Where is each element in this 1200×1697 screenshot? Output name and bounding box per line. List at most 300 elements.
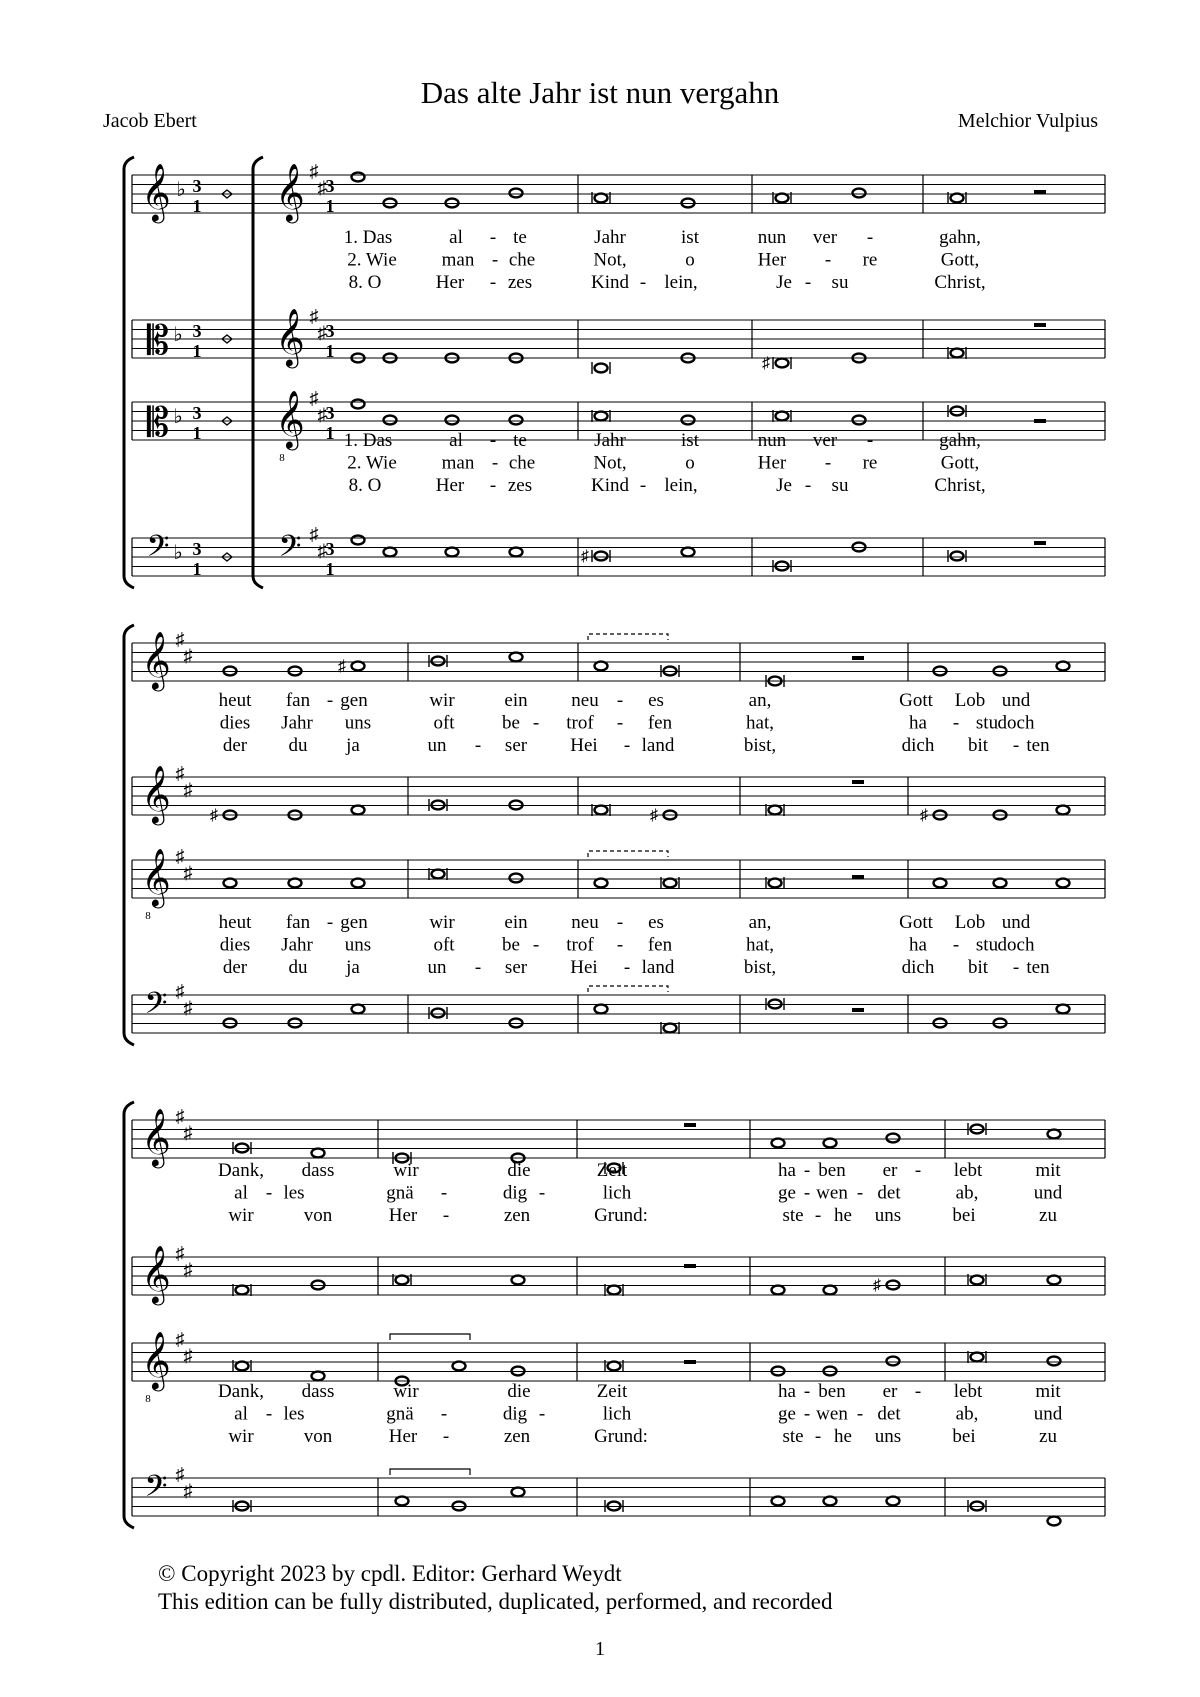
- lyric-syllable: -: [616, 912, 624, 933]
- lyric-syllable: dass: [301, 1381, 335, 1402]
- ligature-bracket: [588, 851, 668, 857]
- staff-lines: [124, 157, 1105, 1528]
- note: [446, 416, 459, 425]
- time-sig-bottom: 1: [192, 341, 202, 362]
- note: [432, 1009, 445, 1018]
- lyric-syllable: 1. Das: [343, 227, 393, 248]
- treble-clef: 𝄞: [141, 164, 171, 221]
- lyric-syllable: o: [685, 249, 695, 271]
- lyric-syllable: wen: [816, 1403, 848, 1425]
- note: [971, 1276, 984, 1285]
- lyric-syllable: -: [814, 1426, 822, 1447]
- bass-clef: 𝄢: [278, 529, 302, 570]
- lyric-syllable: heut: [218, 912, 252, 933]
- note: [994, 879, 1007, 888]
- ligature-bracket: [390, 1469, 470, 1475]
- time-sig-top: 3: [192, 403, 202, 424]
- lyric-syllable: Hei: [570, 735, 598, 756]
- note: [512, 1488, 525, 1497]
- note: [887, 1497, 900, 1506]
- lyric-syllable: 2. Wie: [347, 249, 397, 271]
- copyright-notice: [158, 1560, 832, 1616]
- time-sig-bottom: 1: [192, 196, 202, 217]
- lyric-syllable: und: [1001, 912, 1031, 933]
- lyric-syllable: von: [303, 1205, 333, 1226]
- lyric-syllable: Christ,: [934, 272, 986, 293]
- lyric-syllable: mit: [1035, 1381, 1061, 1402]
- key-sharp: ♯: [183, 862, 193, 883]
- lyric-syllable: -: [866, 430, 874, 451]
- note: [664, 1024, 677, 1033]
- lyric-syllable: -: [623, 957, 631, 978]
- lyric-syllable: Lob: [954, 912, 986, 933]
- lyric-syllable: ha: [909, 934, 927, 956]
- lyric-syllable: dass: [301, 1160, 335, 1181]
- rest: [684, 1360, 696, 1364]
- lyric-syllable: Jahr: [281, 712, 313, 734]
- lyric-syllable: an,: [748, 912, 772, 933]
- lyric-syllable: bist,: [743, 735, 777, 756]
- lyric-syllable: wir: [393, 1381, 419, 1402]
- lyric-syllable: man: [441, 249, 475, 271]
- lyric-syllable: Gott,: [940, 452, 980, 474]
- lyric-syllable: gen: [340, 690, 368, 711]
- note: [512, 1276, 525, 1285]
- lyric-syllable: bei: [952, 1426, 976, 1447]
- lyric-syllable: neu: [571, 912, 599, 933]
- key-sharp: ♯: [175, 1243, 185, 1263]
- note: [352, 1005, 365, 1014]
- lyric-syllable: dich: [901, 735, 935, 756]
- lyric-syllable: 2. Wie: [347, 452, 397, 474]
- lyric-syllable: lein,: [664, 272, 698, 293]
- lyric-syllable: Zeit: [596, 1160, 628, 1181]
- note: [1048, 1517, 1061, 1526]
- lyric-syllable: -: [803, 1160, 811, 1181]
- lyric-syllable: zes: [507, 272, 533, 293]
- sharp-accidental: ♯: [762, 355, 770, 372]
- lyric-syllable: ten: [1026, 957, 1050, 978]
- lyric-syllable: ver: [812, 227, 838, 248]
- octave-mark: 8: [145, 909, 151, 922]
- lyric-syllable: uns: [874, 1426, 902, 1447]
- lyric-syllable: -: [1012, 735, 1020, 756]
- lyric-syllable: -: [639, 475, 647, 496]
- lyric-syllable: man: [441, 452, 475, 474]
- lyric-syllable: doch: [997, 712, 1035, 734]
- lyric-syllable: Jahr: [594, 227, 626, 248]
- lyric-syllable: -: [326, 912, 334, 933]
- lyric-syllable: -: [804, 272, 812, 293]
- sharp-accidental: ♯: [920, 807, 928, 824]
- lyric-syllable: -: [474, 957, 482, 978]
- time-sig-bottom: 1: [325, 341, 335, 362]
- lyric-syllable: -: [326, 690, 334, 711]
- system-bracket: [253, 157, 263, 588]
- lyric-syllable: er: [882, 1160, 898, 1181]
- lyric-syllable: les: [283, 1403, 305, 1425]
- key-sharp: ♯: [175, 1106, 185, 1126]
- key-sharp: ♯: [175, 1464, 185, 1484]
- lyric-syllable: -: [952, 934, 960, 956]
- lyric-syllable: ist: [681, 227, 699, 248]
- lyric-syllable: zen: [503, 1426, 531, 1447]
- lyric-syllable: lebt: [953, 1381, 983, 1402]
- lyric-syllable: wir: [393, 1160, 419, 1181]
- system-bracket: [124, 625, 134, 1045]
- lyric-syllable: che: [508, 452, 536, 474]
- lyric-syllable: -: [623, 735, 631, 756]
- sharp-accidental: ♯: [210, 807, 218, 824]
- lyric-syllable: nun: [757, 430, 787, 451]
- note: [446, 548, 459, 557]
- lyric-syllable: che: [508, 249, 536, 271]
- lyric-syllable: ste: [782, 1426, 804, 1447]
- lyric-syllable: und: [1033, 1182, 1063, 1204]
- copyright-line-1: © Copyright 2023 by cpdl. Editor: Gerhard Weydt: [158, 1561, 622, 1586]
- ligature-bracket: [390, 1334, 470, 1340]
- rest: [1034, 190, 1046, 194]
- lyric-syllable: al: [234, 1182, 248, 1204]
- lyric-syllable: doch: [997, 934, 1035, 956]
- note: [682, 548, 695, 557]
- piece-title: Das alte Jahr ist nun vergahn: [420, 75, 780, 110]
- note: [352, 879, 365, 888]
- time-sig-bottom: 1: [325, 559, 335, 580]
- key-sharp: ♯: [183, 1122, 193, 1143]
- lyric-syllable: er: [882, 1381, 898, 1402]
- lyric-syllable: land: [641, 735, 675, 756]
- note: [1048, 1357, 1061, 1366]
- lyric-syllable: fen: [647, 934, 673, 956]
- lyric-syllable: -: [616, 934, 624, 956]
- key-sharp: ♯: [309, 524, 319, 544]
- note: [352, 173, 365, 182]
- lyric-syllable: an,: [748, 690, 772, 711]
- lyric-syllable: al: [449, 227, 463, 248]
- lyric-syllable: -: [814, 1205, 822, 1226]
- key-sharp: ♯: [183, 1259, 193, 1280]
- lyric-syllable: ja: [346, 735, 360, 756]
- lyric-syllable: Gott: [899, 912, 933, 933]
- key-sharp: ♯: [175, 846, 185, 866]
- page-number: 1: [595, 1638, 605, 1660]
- octave-mark: 8: [145, 1392, 151, 1405]
- lyric-syllable: gahn,: [939, 430, 981, 451]
- key-sharp: ♯: [183, 1345, 193, 1366]
- key-sharp: ♯: [183, 1480, 193, 1501]
- time-sig-bottom: 1: [325, 196, 335, 217]
- lyrics-layer: [218, 227, 1063, 1447]
- lyric-syllable: -: [532, 934, 540, 956]
- lyric-syllable: det: [877, 1403, 901, 1425]
- note: [595, 879, 608, 888]
- lyric-syllable: gnä: [386, 1403, 414, 1425]
- lyric-syllable: he: [834, 1205, 852, 1226]
- note: [951, 552, 964, 561]
- note: [510, 548, 523, 557]
- note: [236, 1286, 249, 1295]
- key-sharp: ♯: [317, 540, 327, 561]
- lyric-syllable: he: [834, 1426, 852, 1447]
- note: [289, 879, 302, 888]
- key-flat: ♭: [173, 406, 183, 428]
- note: [352, 536, 365, 545]
- lyric-syllable: su: [831, 272, 849, 293]
- lyric-syllable: les: [283, 1182, 305, 1204]
- lyric-syllable: -: [803, 1403, 811, 1425]
- ligature-bracket: [588, 986, 668, 992]
- lyric-syllable: -: [866, 227, 874, 248]
- lyric-syllable: ist: [681, 430, 699, 451]
- lyric-syllable: Her: [388, 1205, 418, 1226]
- rest: [1034, 419, 1046, 423]
- lyric-syllable: du: [288, 735, 308, 756]
- note: [595, 806, 608, 815]
- lyric-syllable: ver: [812, 430, 838, 451]
- lyric-syllable: -: [532, 712, 540, 734]
- note: [384, 416, 397, 425]
- time-sig-top: 3: [325, 321, 335, 342]
- note: [971, 1353, 984, 1362]
- lyric-syllable: du: [288, 957, 308, 978]
- lyric-syllable: 8. O: [348, 272, 382, 293]
- lyric-syllable: bit: [967, 957, 989, 978]
- rest: [1034, 541, 1046, 545]
- note: [776, 359, 789, 368]
- note: [769, 806, 782, 815]
- lyric-syllable: -: [265, 1182, 273, 1204]
- lyric-syllable: -: [474, 735, 482, 756]
- bass-clef: 𝄢: [144, 986, 168, 1027]
- lyric-syllable: hat,: [746, 934, 774, 956]
- key-sharp: ♯: [309, 306, 319, 326]
- key-sharp: ♯: [175, 763, 185, 783]
- lyric-syllable: Hei: [570, 957, 598, 978]
- note: [352, 400, 365, 409]
- lyric-syllable: -: [824, 452, 832, 474]
- lyric-syllable: bist,: [743, 957, 777, 978]
- copyright-line-2: This edition can be fully distributed, duplicated, performed, and recorded: [158, 1589, 833, 1614]
- lyric-syllable: fen: [647, 712, 673, 734]
- note: [772, 1139, 785, 1148]
- lyric-syllable: -: [616, 712, 624, 734]
- sharp-accidental: ♯: [873, 1277, 881, 1294]
- lyric-syllable: Gott: [899, 690, 933, 711]
- note: [769, 879, 782, 888]
- lyric-syllable: -: [616, 690, 624, 711]
- lyric-syllable: gnä: [386, 1182, 414, 1204]
- system-bracket: [124, 157, 134, 588]
- lyric-syllable: Her: [435, 272, 465, 293]
- lyric-syllable: ha: [909, 712, 927, 734]
- lyric-syllable: ser: [504, 957, 528, 978]
- key-sharp: ♯: [317, 404, 327, 425]
- lyric-syllable: re: [862, 249, 878, 271]
- treble-clef: 𝄞: [275, 309, 305, 366]
- note: [951, 194, 964, 203]
- lyric-syllable: zes: [507, 475, 533, 496]
- note: [432, 870, 445, 879]
- lyric-syllable: Zeit: [596, 1381, 628, 1402]
- lyric-syllable: be: [502, 712, 520, 734]
- bass-clef: 𝄢: [146, 529, 170, 570]
- lyric-syllable: wen: [816, 1182, 848, 1204]
- note: [824, 1139, 837, 1148]
- treble-clef: 𝄞: [141, 632, 171, 689]
- sharp-accidental: ♯: [581, 548, 589, 565]
- key-sharp: ♯: [175, 1329, 185, 1349]
- score-marks: [141, 161, 1069, 1525]
- lyric-syllable: der: [222, 735, 248, 756]
- lyric-syllable: zen: [503, 1205, 531, 1226]
- lyric-syllable: Her: [435, 475, 465, 496]
- lyric-syllable: stu: [975, 712, 999, 734]
- note: [887, 1134, 900, 1143]
- sharp-accidental: ♯: [650, 807, 658, 824]
- lyric-syllable: stu: [975, 934, 999, 956]
- note: [453, 1362, 466, 1371]
- note: [772, 1286, 785, 1295]
- lyric-syllable: Kind: [591, 475, 629, 496]
- lyric-syllable: -: [824, 249, 832, 271]
- lyric-syllable: trof: [566, 934, 594, 956]
- note: [772, 1497, 785, 1506]
- time-sig-bottom: 1: [325, 423, 335, 444]
- time-sig-top: 3: [192, 539, 202, 560]
- key-sharp: ♯: [183, 997, 193, 1018]
- key-sharp: ♯: [317, 177, 327, 198]
- lyric-syllable: ser: [504, 735, 528, 756]
- lyric-syllable: ste: [782, 1205, 804, 1226]
- note: [1048, 1276, 1061, 1285]
- lyric-syllable: dies: [219, 712, 251, 734]
- lyric-syllable: un: [427, 735, 447, 756]
- lyric-syllable: lich: [602, 1403, 632, 1425]
- lyric-syllable: und: [1001, 690, 1031, 711]
- lyric-syllable: ge: [778, 1403, 796, 1425]
- lyric-syllable: ja: [346, 957, 360, 978]
- lyric-syllable: -: [440, 1182, 448, 1204]
- lyric-syllable: -: [489, 227, 497, 248]
- lyric-syllable: nun: [757, 227, 787, 248]
- key-flat: ♭: [173, 542, 183, 564]
- time-sig-bottom: 1: [192, 559, 202, 580]
- poet-name: Jacob Ebert: [103, 110, 197, 132]
- lyric-syllable: es: [648, 690, 664, 711]
- lyric-syllable: dig: [502, 1182, 528, 1204]
- rest: [684, 1123, 696, 1127]
- rest: [852, 875, 864, 879]
- lyric-syllable: uns: [344, 934, 372, 956]
- lyric-syllable: ben: [818, 1160, 846, 1181]
- lyric-syllable: zu: [1039, 1205, 1057, 1226]
- lyric-syllable: lebt: [953, 1160, 983, 1181]
- rest: [852, 1008, 864, 1012]
- lyric-syllable: Lob: [954, 690, 986, 711]
- lyric-syllable: Grund:: [594, 1205, 648, 1226]
- key-sharp: ♯: [175, 981, 185, 1001]
- lyric-syllable: wir: [429, 912, 455, 933]
- lyric-syllable: ha: [778, 1381, 796, 1402]
- lyric-syllable: -: [440, 1403, 448, 1425]
- lyric-syllable: ten: [1026, 735, 1050, 756]
- lyric-syllable: -: [442, 1426, 450, 1447]
- lyric-syllable: be: [502, 934, 520, 956]
- key-sharp: ♯: [175, 629, 185, 649]
- time-sig-top: 3: [325, 176, 335, 197]
- lyric-syllable: bit: [967, 735, 989, 756]
- lyric-syllable: al: [234, 1403, 248, 1425]
- note: [1057, 879, 1070, 888]
- lyric-syllable: det: [877, 1182, 901, 1204]
- note: [1057, 662, 1070, 671]
- octave-mark: 8: [279, 451, 285, 464]
- note: [853, 189, 866, 198]
- lyric-syllable: die: [507, 1381, 531, 1402]
- treble-clef: 𝄞: [275, 164, 305, 221]
- lyric-syllable: land: [641, 957, 675, 978]
- note: [595, 194, 608, 203]
- rest: [852, 656, 864, 660]
- lyric-syllable: dies: [219, 934, 251, 956]
- lyric-syllable: der: [222, 957, 248, 978]
- key-sharp: ♯: [309, 161, 319, 181]
- time-sig-top: 3: [192, 321, 202, 342]
- treble-clef: 𝄞: [141, 1332, 171, 1389]
- lyric-syllable: fan: [285, 690, 311, 711]
- lyric-syllable: ein: [504, 690, 528, 711]
- lyric-syllable: gen: [340, 912, 368, 933]
- time-sig-bottom: 1: [192, 423, 202, 444]
- note: [887, 1357, 900, 1366]
- lyric-syllable: oft: [433, 712, 455, 734]
- note: [608, 1362, 621, 1371]
- lyric-syllable: re: [862, 452, 878, 474]
- note: [595, 364, 608, 373]
- lyric-syllable: -: [491, 452, 499, 474]
- lyric-syllable: ein: [504, 912, 528, 933]
- lyric-syllable: o: [685, 452, 695, 474]
- lyric-syllable: Her: [757, 249, 787, 271]
- note: [510, 189, 523, 198]
- lyric-syllable: uns: [344, 712, 372, 734]
- lyric-syllable: wir: [429, 690, 455, 711]
- lyric-syllable: zu: [1039, 1426, 1057, 1447]
- note: [396, 1276, 409, 1285]
- lyric-syllable: heut: [218, 690, 252, 711]
- lyric-syllable: bei: [952, 1205, 976, 1226]
- note: [510, 653, 523, 662]
- lyric-syllable: und: [1033, 1403, 1063, 1425]
- lyric-syllable: Her: [757, 452, 787, 474]
- lyric-syllable: -: [914, 1160, 922, 1181]
- lyric-syllable: 1. Das: [343, 430, 393, 451]
- lyric-syllable: wir: [228, 1426, 254, 1447]
- lyric-syllable: Not,: [593, 249, 627, 271]
- lyric-syllable: -: [442, 1205, 450, 1226]
- lyric-syllable: -: [491, 249, 499, 271]
- note: [951, 349, 964, 358]
- lyric-syllable: lein,: [664, 475, 698, 496]
- time-sig-top: 3: [325, 539, 335, 560]
- lyric-syllable: Je: [776, 475, 792, 496]
- lyric-syllable: Kind: [591, 272, 629, 293]
- lyric-syllable: die: [507, 1160, 531, 1181]
- lyric-syllable: Gott,: [940, 249, 980, 271]
- note: [384, 548, 397, 557]
- time-sig-top: 3: [192, 176, 202, 197]
